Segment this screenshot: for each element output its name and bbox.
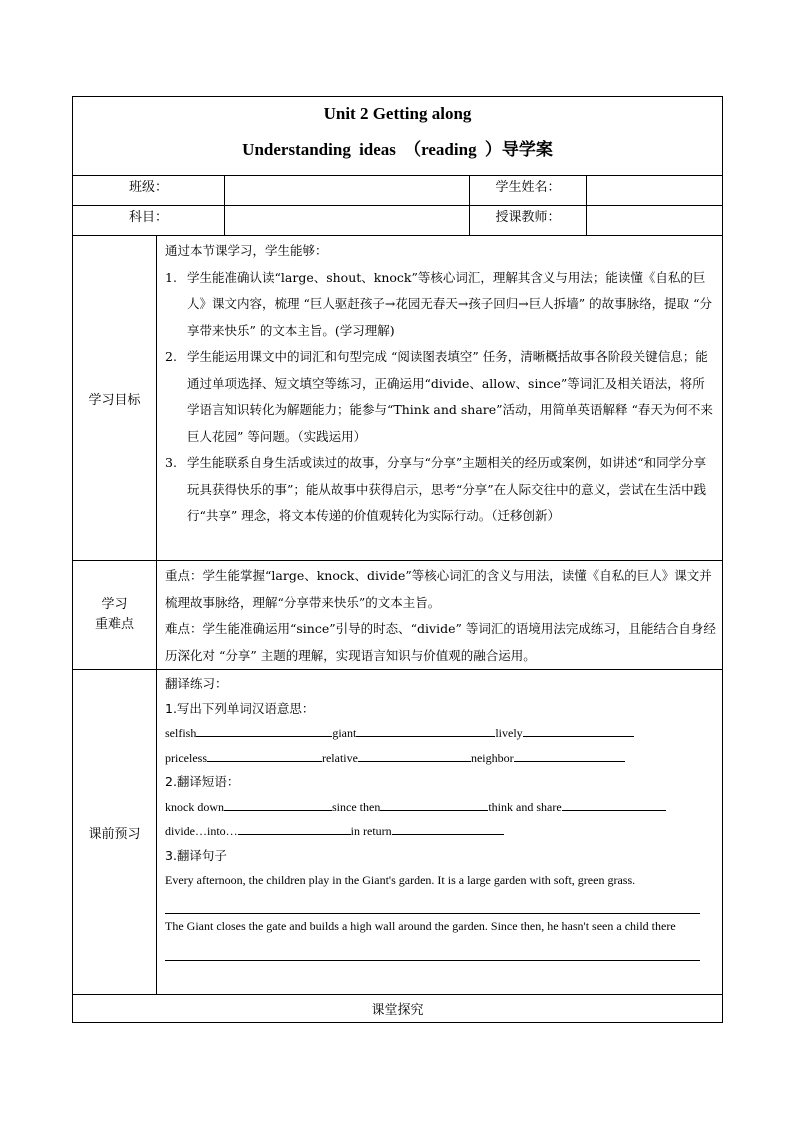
word-priceless: priceless bbox=[165, 750, 207, 765]
teacher-field[interactable] bbox=[587, 206, 723, 236]
objective-item bbox=[165, 265, 716, 345]
objectives-row bbox=[73, 236, 723, 561]
title-cell bbox=[73, 97, 723, 176]
objective-number: 1. bbox=[165, 269, 177, 285]
keypoints-label bbox=[73, 561, 157, 670]
answer-blank[interactable] bbox=[358, 748, 471, 762]
info-row-class bbox=[73, 176, 723, 206]
lesson-title: Understanding ideas （reading ）导学案 bbox=[242, 140, 553, 159]
answer-blank[interactable] bbox=[356, 723, 495, 737]
objective-item bbox=[165, 344, 716, 450]
objectives-label: 学习目标 bbox=[73, 236, 157, 561]
answer-blank[interactable] bbox=[523, 723, 634, 737]
teacher-label: 授课教师： bbox=[470, 206, 587, 236]
phrase-knock-down: knock down bbox=[165, 799, 224, 814]
answer-blank[interactable] bbox=[562, 797, 666, 811]
keypoints-label-line1: 学习 bbox=[101, 597, 128, 612]
objective-number: 3. bbox=[165, 455, 177, 470]
answer-blank[interactable] bbox=[380, 797, 488, 811]
keypoints-label-line2: 重难点 bbox=[94, 617, 134, 632]
keypoints-row bbox=[73, 561, 723, 670]
sentence-1: Every afternoon, the children play in the Giant's garden. It is a large garden with soft, green grass. bbox=[165, 873, 636, 887]
answer-blank[interactable] bbox=[238, 821, 351, 835]
phrase-in-return: in return bbox=[350, 824, 392, 838]
answer-blank[interactable] bbox=[514, 748, 625, 762]
sentences-instruction: 3.翻译句子 bbox=[165, 847, 227, 863]
subject-label: 科目： bbox=[73, 206, 225, 236]
word-relative: relative bbox=[321, 750, 358, 765]
footer-row bbox=[73, 995, 723, 1023]
answer-blank[interactable] bbox=[392, 821, 504, 835]
objectives-content bbox=[157, 236, 723, 561]
student-name-field[interactable] bbox=[587, 176, 723, 206]
words-line-2 bbox=[165, 746, 716, 771]
difficult-point-text: 难点：学生能准确运用“since”引导的时态、“divide” 等词汇的语境用法完成练习，且能结合自身经历深化对 “分享” 主题的理解，实现语言知识与价值观的融合运用。 bbox=[165, 621, 716, 663]
objectives-intro: 通过本节课学习，学生能够： bbox=[165, 243, 328, 258]
objective-number: 2. bbox=[165, 349, 177, 364]
sentence-2-answer-line[interactable] bbox=[165, 938, 700, 961]
keypoints-content bbox=[157, 561, 723, 670]
phrases-instruction: 2.翻译短语： bbox=[165, 774, 240, 789]
word-neighbor: neighbor bbox=[470, 750, 514, 765]
worksheet bbox=[72, 96, 722, 1023]
phrase-divide-into: divide…into… bbox=[165, 824, 238, 838]
phrases-line-1 bbox=[165, 795, 716, 820]
answer-blank[interactable] bbox=[224, 797, 332, 811]
words-instruction: 1.写出下列单词汉语意思： bbox=[165, 700, 315, 716]
word-selfish: selfish bbox=[165, 726, 197, 740]
objective-text: 学生能运用课文中的词汇和句型完成 “阅读图表填空” 任务，清晰概括故事各阶段关键信息；能通过单项选择、短文填空等练习，正确运用“divide、allow、since”等词汇及相关语法，将所学语言知识转化为解题能力；能参与“Think and share”活动，用简单英语解释 “春天为何不来巨人花园” 等问题。（实践运用） bbox=[187, 349, 713, 444]
student-name-label: 学生姓名： bbox=[470, 176, 587, 206]
word-lively: lively bbox=[495, 726, 523, 740]
objective-text: 学生能准确认读“large、shout、knock”等核心词汇，理解其含义与用法；能读懂《自私的巨人》课文内容，梳理 “巨人驱赶孩子→花园无春天→孩子回归→巨人拆墙” 的故事脉络，提取 “分享带来快乐” 的文本主旨。(学习理解) bbox=[187, 269, 713, 338]
classroom-inquiry-label: 课堂探究 bbox=[73, 995, 723, 1023]
phrase-think-and-share: think and share bbox=[488, 799, 562, 814]
preview-label: 课前预习 bbox=[73, 670, 157, 995]
objective-item bbox=[165, 450, 716, 530]
subject-field[interactable] bbox=[225, 206, 470, 236]
translation-heading: 翻译练习： bbox=[165, 676, 228, 691]
preview-row bbox=[73, 670, 723, 995]
phrases-line-2 bbox=[165, 819, 716, 844]
sentence-1-answer-line[interactable] bbox=[165, 893, 700, 914]
class-label: 班级： bbox=[73, 176, 225, 206]
preview-content bbox=[157, 670, 723, 995]
words-line-1 bbox=[165, 721, 716, 746]
phrase-since-then: since then bbox=[332, 799, 381, 814]
unit-title: Unit 2 Getting along bbox=[323, 104, 472, 123]
worksheet-table bbox=[72, 96, 723, 1023]
key-point-text: 重点：学生能掌握“large、knock、divide”等核心词汇的含义与用法，读懂《自私的巨人》课文并梳理故事脉络，理解“分享带来快乐”的文本主旨。 bbox=[165, 568, 712, 610]
answer-blank[interactable] bbox=[207, 748, 322, 762]
answer-blank[interactable] bbox=[196, 723, 332, 737]
word-giant: giant bbox=[332, 726, 357, 740]
objective-text: 学生能联系自身生活或读过的故事，分享与“分享”主题相关的经历或案例，如讲述“和同学分享玩具获得快乐的事”；能从故事中获得启示，思考“分享”在人际交往中的意义，尝试在生活中践行“共享” 理念，将文本传递的价值观转化为实际行动。（迁移创新） bbox=[187, 455, 707, 523]
sentence-2: The Giant closes the gate and builds a high wall around the garden. Since then, he hasn't seen a child there bbox=[165, 918, 676, 933]
info-row-subject bbox=[73, 206, 723, 236]
class-field[interactable] bbox=[225, 176, 470, 206]
